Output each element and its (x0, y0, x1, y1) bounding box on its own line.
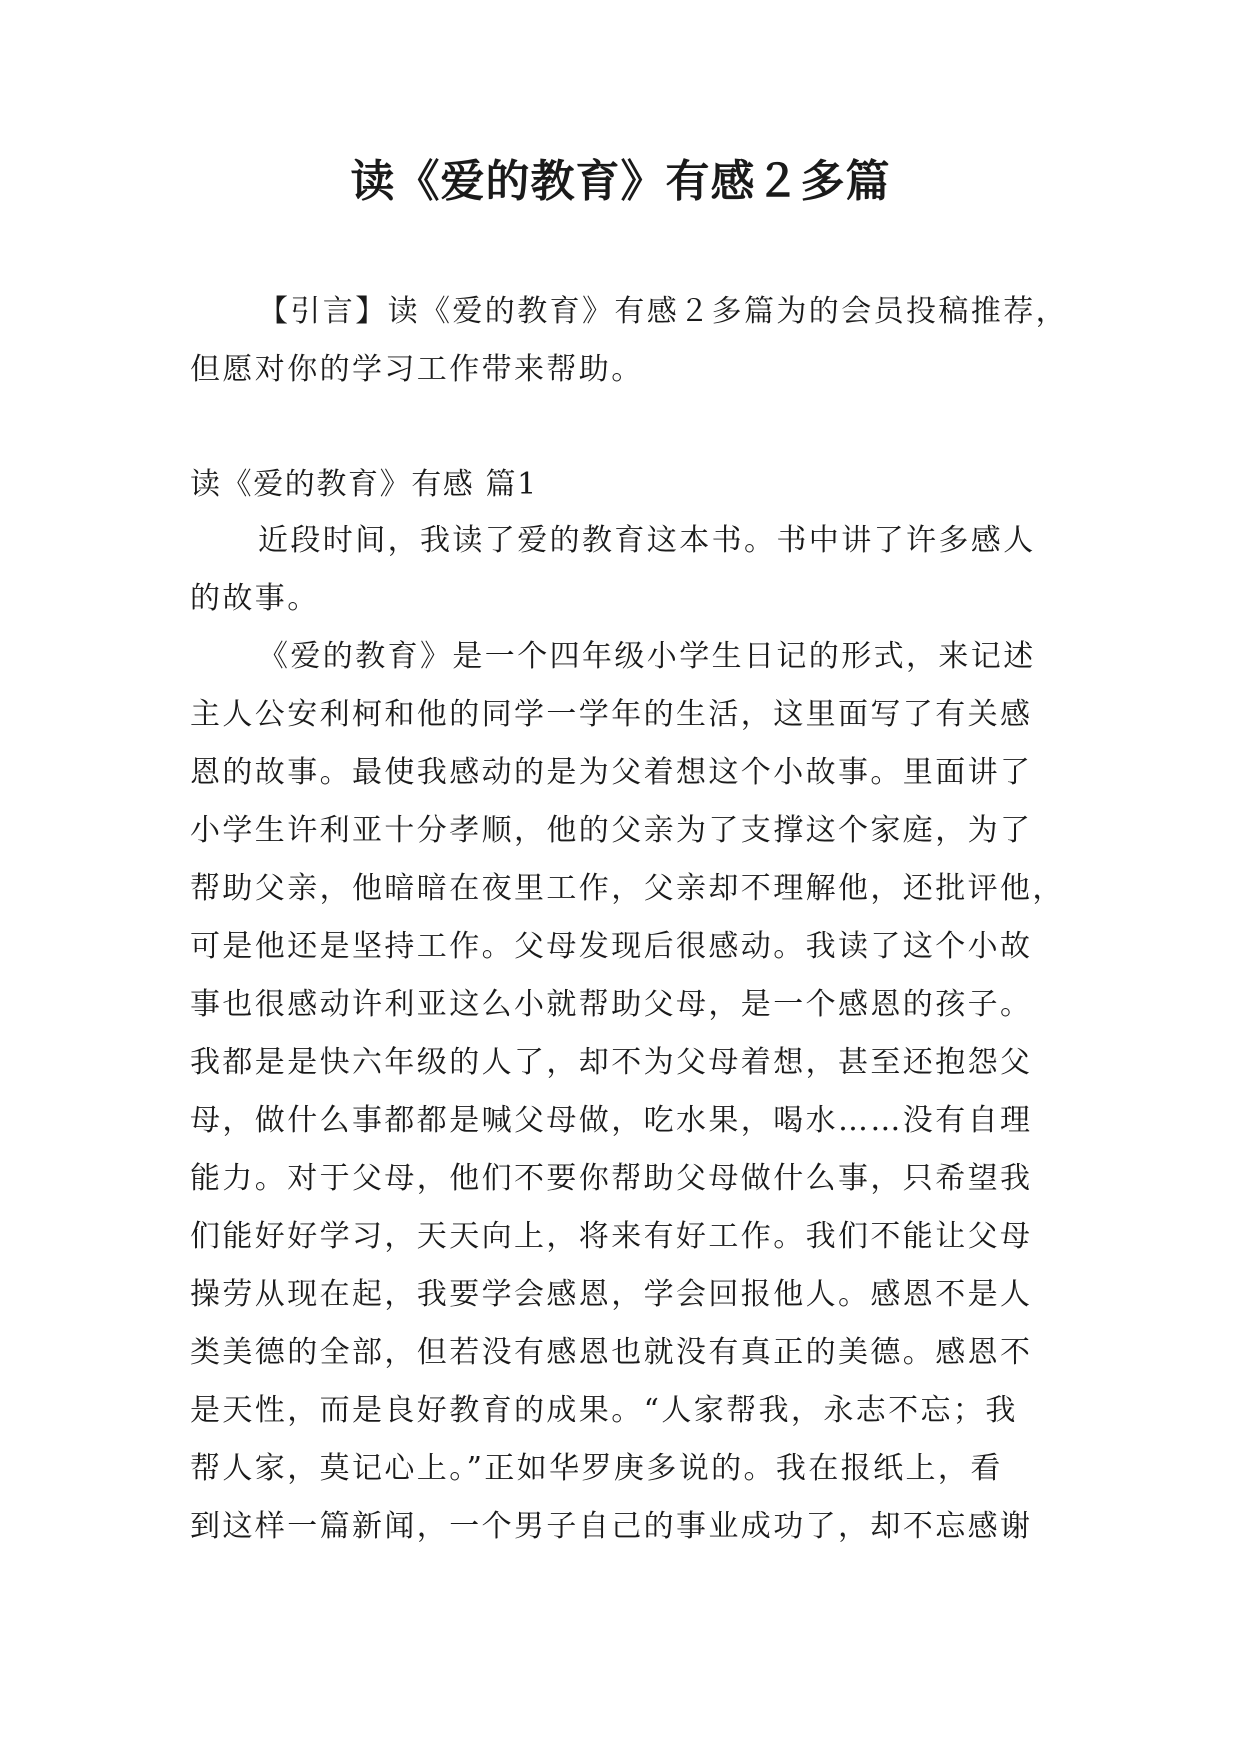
paragraph-line: 帮助父亲，他暗暗在夜里工作，父亲却不理解他，还批评他， (190, 871, 1065, 906)
paragraph-line: 是天性，而是良好教育的成果。“人家帮我，永志不忘；我 (190, 1393, 1018, 1428)
intro-line: 【引言】读《爱的教育》有感２多篇为的会员投稿推荐， (258, 294, 1068, 329)
paragraph-line: 操劳从现在起，我要学会感恩，学会回报他人。感恩不是人 (190, 1277, 1033, 1312)
paragraph-line: 小学生许利亚十分孝顺，他的父亲为了支撑这个家庭，为了 (190, 813, 1033, 848)
paragraph-line: 能力。对于父母，他们不要你帮助父母做什么事，只希望我 (190, 1161, 1033, 1196)
paragraph-line: 近段时间，我读了爱的教育这本书。书中讲了许多感人 (258, 523, 1036, 558)
paragraph-line: 帮人家，莫记心上。”正如华罗庚多说的。我在报纸上，看 (190, 1451, 1003, 1486)
intro-line: 但愿对你的学习工作带来帮助。 (190, 352, 644, 387)
paragraph-line: 《爱的教育》是一个四年级小学生日记的形式，来记述 (258, 639, 1036, 674)
paragraph-line: 类美德的全部，但若没有感恩也就没有真正的美德。感恩不 (190, 1335, 1033, 1370)
paragraph-line: 主人公安利柯和他的同学一学年的生活，这里面写了有关感 (190, 697, 1033, 732)
paragraph-line: 的故事。 (190, 581, 320, 616)
paragraph-line: 可是他还是坚持工作。父母发现后很感动。我读了这个小故 (190, 929, 1033, 964)
section-heading: 读《爱的教育》有感 篇1 (190, 467, 538, 502)
paragraph-line: 恩的故事。最使我感动的是为父着想这个小故事。里面讲了 (190, 755, 1033, 790)
paragraph-line: 事也很感动许利亚这么小就帮助父母，是一个感恩的孩子。 (190, 987, 1033, 1022)
paragraph-line: 母，做什么事都都是喊父母做，吃水果，喝水……没有自理 (190, 1103, 1033, 1138)
paragraph-line: 们能好好学习，天天向上，将来有好工作。我们不能让父母 (190, 1219, 1033, 1254)
paragraph-line: 到这样一篇新闻，一个男子自己的事业成功了，却不忘感谢 (190, 1509, 1033, 1544)
document-title: 读《爱的教育》有感２多篇 (350, 156, 891, 207)
paragraph-line: 我都是是快六年级的人了，却不为父母着想，甚至还抱怨父 (190, 1045, 1033, 1080)
